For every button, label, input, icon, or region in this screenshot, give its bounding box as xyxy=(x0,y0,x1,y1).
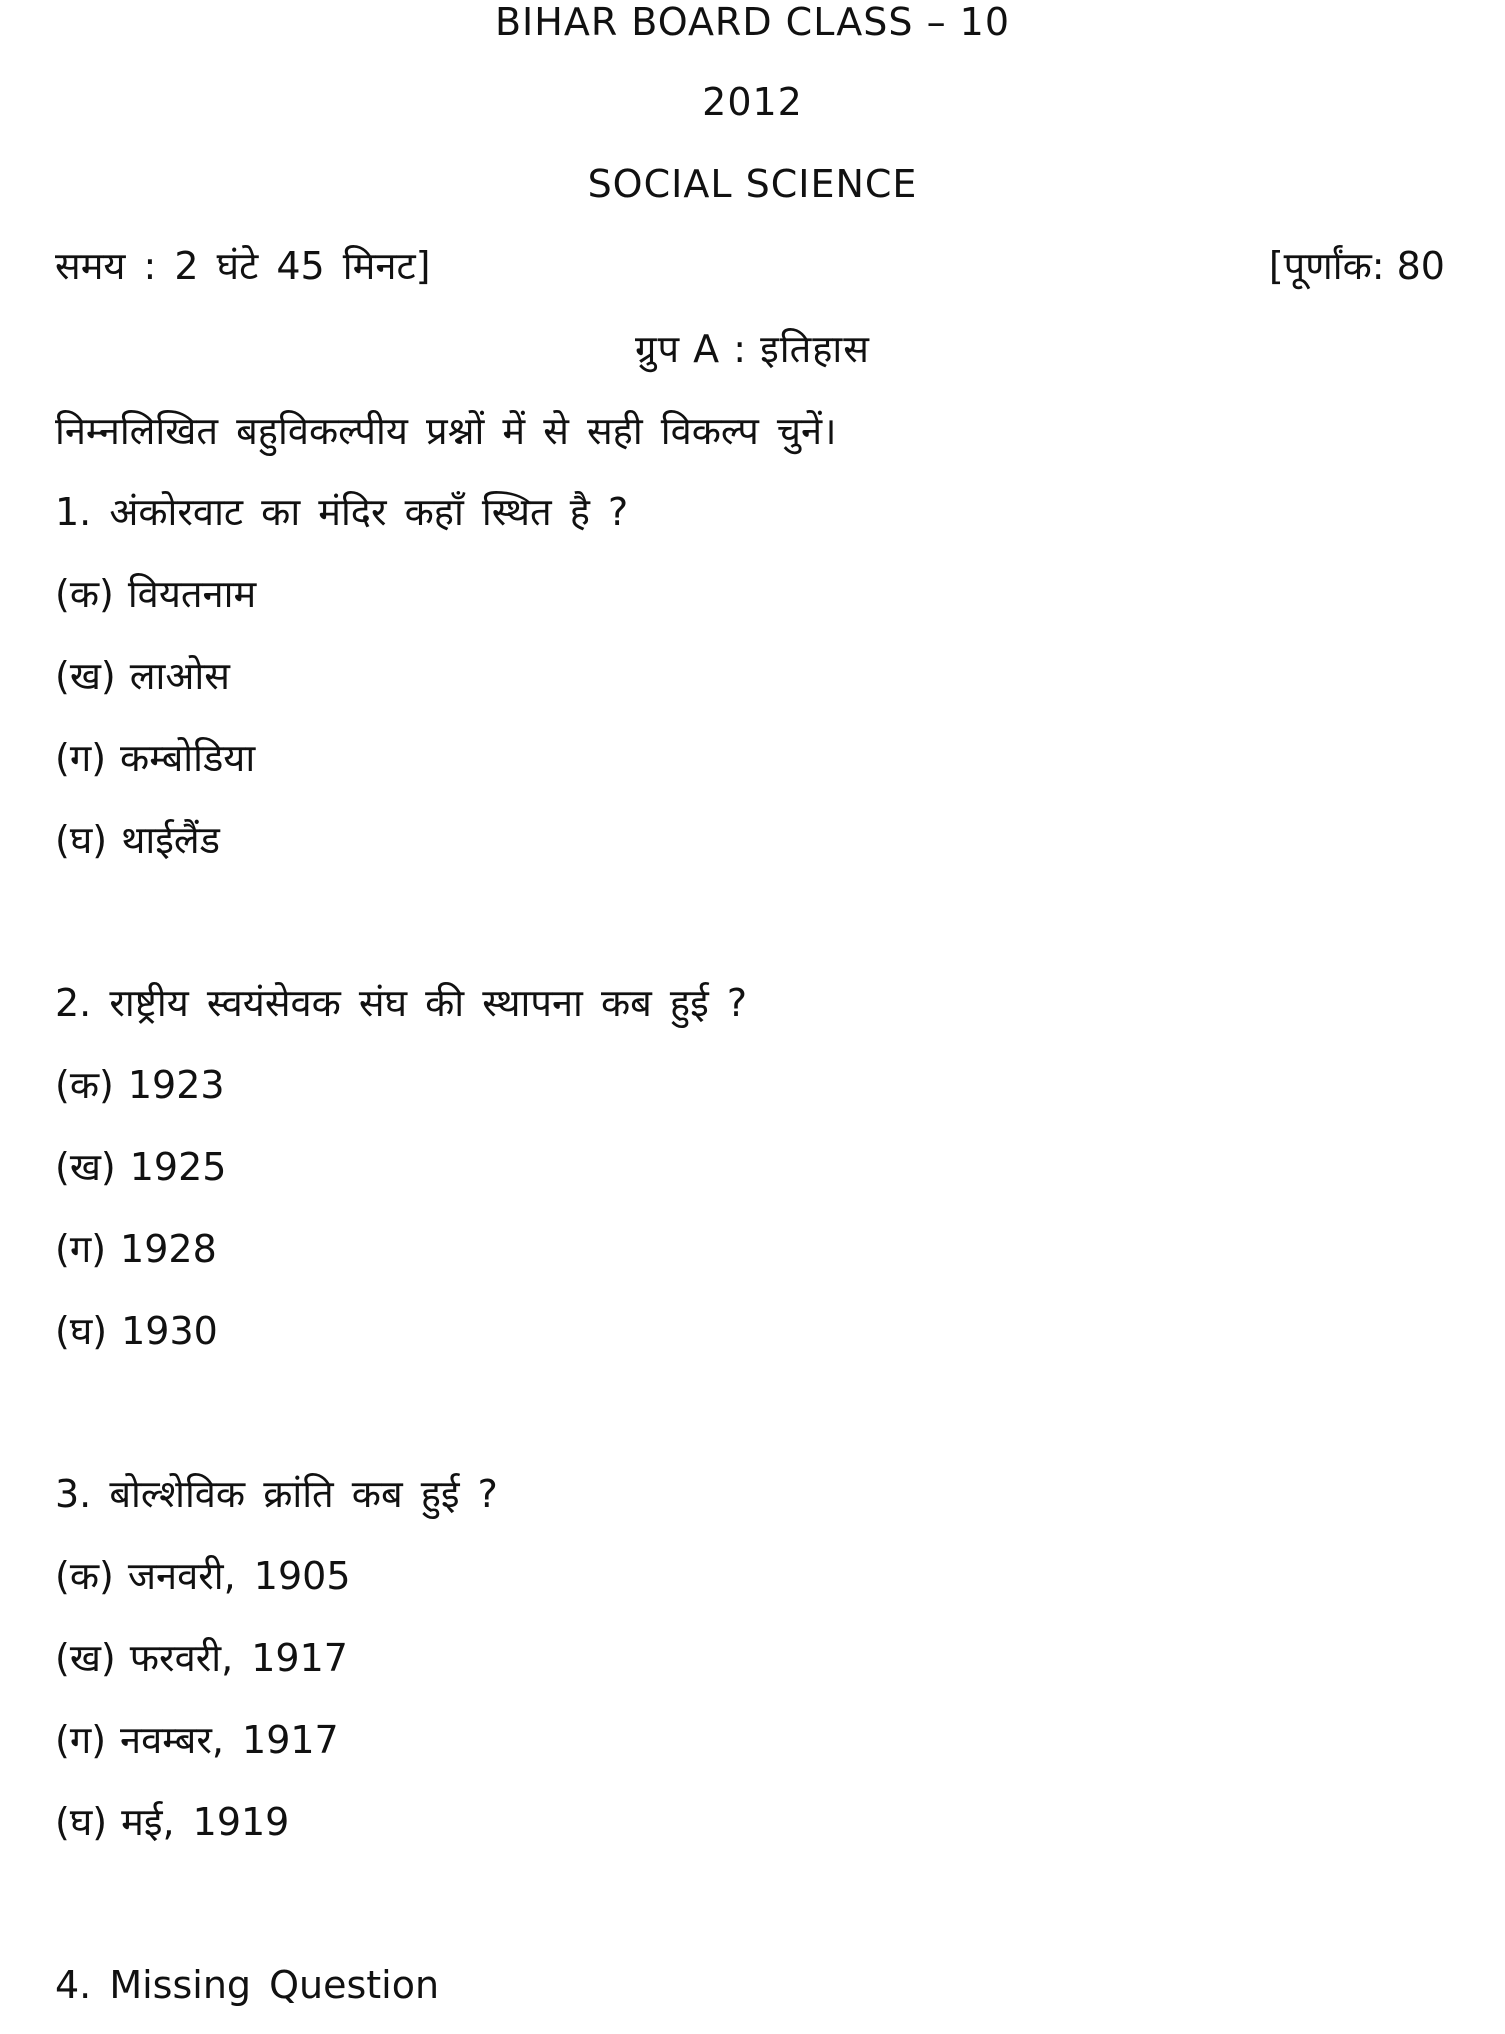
option-item xyxy=(55,1799,289,1845)
option-prefix: (घ) xyxy=(55,1800,108,1844)
option-text: कम्बोडिया xyxy=(120,736,256,780)
option-item xyxy=(55,1553,351,1599)
question-text: 2. राष्ट्रीय स्वयंसेवक संघ की स्थापना कब हुई ? xyxy=(55,981,748,1025)
option-prefix: (घ) xyxy=(55,818,108,862)
option-text: 1925 xyxy=(129,1145,227,1189)
option-text: 1923 xyxy=(127,1063,225,1107)
option-item xyxy=(55,735,255,781)
option-item xyxy=(55,1308,218,1354)
board-title: BIHAR BOARD CLASS – 10 xyxy=(494,0,1011,44)
option-item xyxy=(55,653,230,699)
option-item xyxy=(55,817,220,863)
option-prefix: (ग) xyxy=(55,736,107,780)
exam-year: 2012 xyxy=(702,80,803,124)
option-prefix: (ग) xyxy=(55,1718,107,1762)
option-text: 1928 xyxy=(120,1227,217,1271)
group-heading: ग्रुप A : इतिहास xyxy=(635,327,870,371)
option-text: जनवरी, 1905 xyxy=(127,1554,351,1598)
option-text: 1930 xyxy=(121,1309,218,1353)
option-text: थाईलैंड xyxy=(121,818,220,862)
question-text: 1. अंकोरवाट का मंदिर कहाँ स्थित है ? xyxy=(55,490,629,534)
instruction-text: निम्नलिखित बहुविकल्पीय प्रश्नों में से सही विकल्प चुनें। xyxy=(55,409,837,453)
option-text: वियतनाम xyxy=(127,572,257,616)
option-prefix: (घ) xyxy=(55,1309,108,1353)
option-item xyxy=(55,1144,226,1190)
time-allowed: समय : 2 घंटे 45 मिनट] xyxy=(55,244,431,288)
option-prefix: (ख) xyxy=(55,1636,116,1680)
option-text: फरवरी, 1917 xyxy=(129,1636,348,1680)
option-prefix: (क) xyxy=(55,1554,114,1598)
question-text: 3. बोल्शेविक क्रांति कब हुई ? xyxy=(55,1472,498,1516)
option-text: नवम्बर, 1917 xyxy=(120,1718,339,1762)
option-prefix: (क) xyxy=(55,1063,114,1107)
subject-title: SOCIAL SCIENCE xyxy=(587,162,918,206)
option-item xyxy=(55,1062,225,1108)
option-item xyxy=(55,1226,217,1272)
option-prefix: (ग) xyxy=(55,1227,107,1271)
option-item xyxy=(55,571,256,617)
question-text: 4. Missing Question xyxy=(55,1963,440,2007)
option-prefix: (ख) xyxy=(55,1145,116,1189)
full-marks: [पूर्णांक: 80 xyxy=(1268,244,1445,288)
option-item xyxy=(55,1635,348,1681)
option-text: लाओस xyxy=(129,654,230,698)
option-prefix: (क) xyxy=(55,572,114,616)
option-text: मई, 1919 xyxy=(121,1800,290,1844)
option-prefix: (ख) xyxy=(55,654,116,698)
option-item xyxy=(55,1717,339,1763)
